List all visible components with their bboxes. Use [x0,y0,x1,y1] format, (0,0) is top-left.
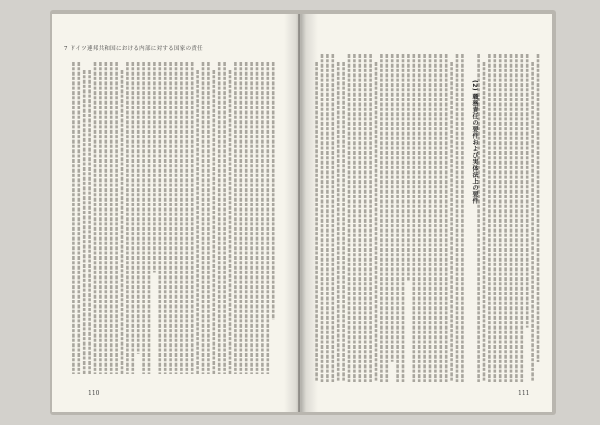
left-page [52,14,298,412]
section-heading: (2) 職務責任の要件および実体法上の要件 [471,80,478,205]
page-number-right: 111 [518,390,530,397]
left-page-text-block [52,14,298,412]
right-page-text-block [300,14,552,412]
running-header: 7 ドイツ連邦共和国における内部に対する国家の責任 [64,46,203,52]
page-number-left: 110 [88,390,100,397]
right-page [300,14,552,412]
book-gutter [284,14,318,412]
